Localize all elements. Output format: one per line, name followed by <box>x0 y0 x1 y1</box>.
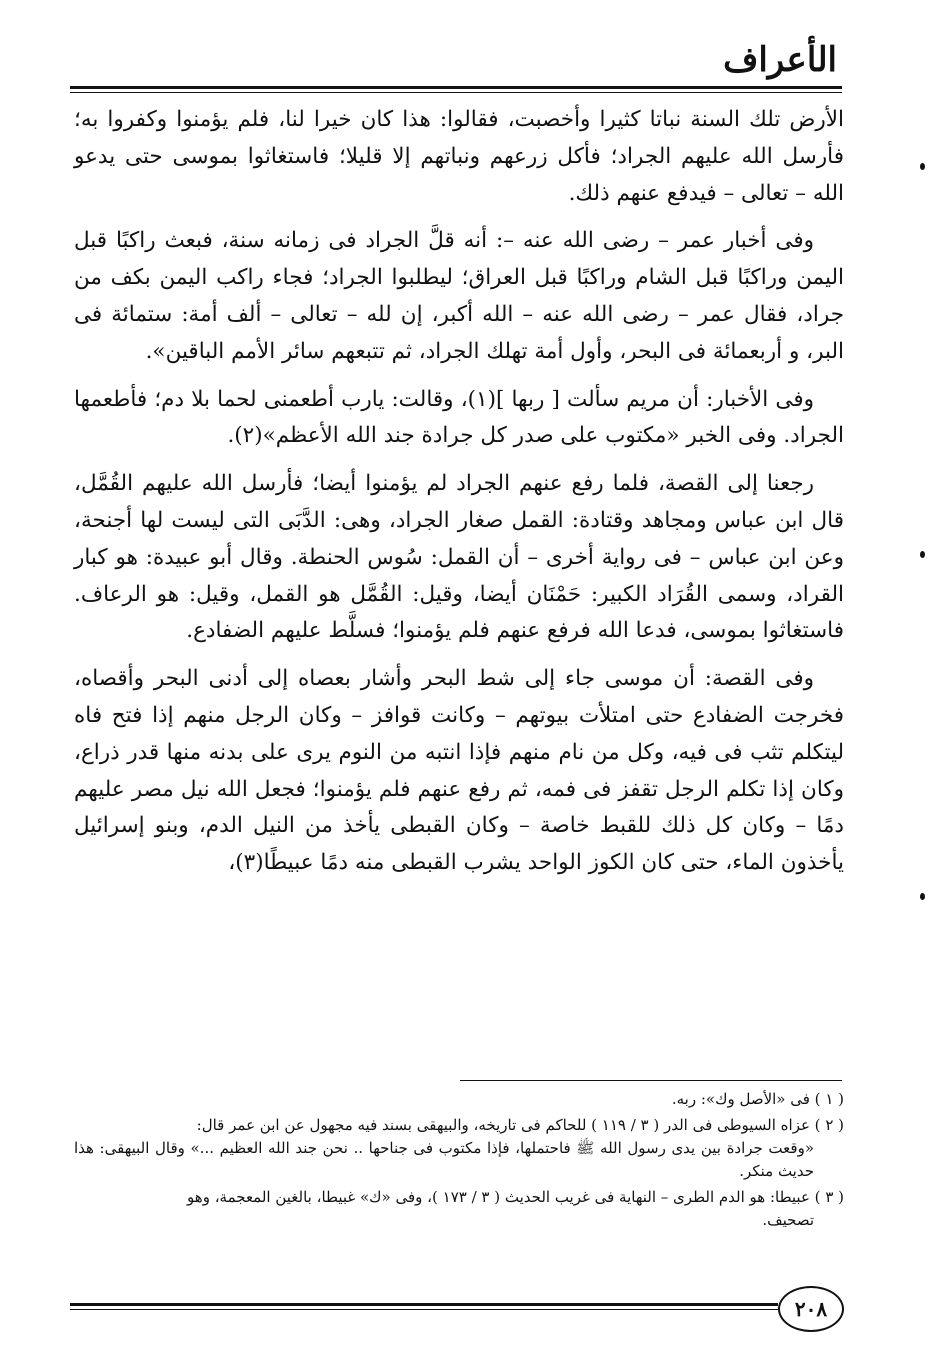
header-rule-thick <box>70 86 842 89</box>
footer-rule-thin <box>70 1309 778 1310</box>
body-text <box>74 102 844 893</box>
paragraph-4: رجعنا إلى القصة، فلما رفع عنهم الجراد لم يؤمنوا أيضا؛ فأرسل الله عليهم القُمَّل، قال ابن عباس ومجاهد وقتادة: القمل صغار الجراد، وهى: الدَّبَى التى ليست لها أجنحة، وعن ابن عباس – فى رواية أخرى – أن القمل: سُوس الحنطة. وقال أبو عبيدة: هو كبار القراد، وسمى القُرَاد الكبير: حَمْنَان أيضا، وقيل: القُمَّل هو القمل، وقيل: هو الرعاف. فاستغاثوا بموسى، فدعا الله فرفع عنهم فلم يؤمنوا؛ فسلَّط عليهم الضفادع. <box>74 471 844 644</box>
scan-dot <box>920 551 925 558</box>
footnote-2-text: ( ٢ ) عزاه السيوطى فى الدر ( ٣ / ١١٩ ) للحاكم فى تاريخه، والبيهقى بسند فيه مجهول عن ابن عمر قال: <box>196 1116 844 1134</box>
paragraph-2: وفى أخبار عمر – رضى الله عنه –: أنه قلَّ الجراد فى زمانه سنة، فبعث راكبًا قبل اليمن وراكبًا قبل الشام وراكبًا قبل العراق؛ ليطلبوا الجراد؛ فجاء راكب اليمن بكف من جراد، فقال عمر – رضى الله عنه – الله أكبر، إن لله – تعالى – ألف أمة: ستمائة فى البر، و أربعمائة فى البحر، وأول أمة تهلك الجراد، ثم تتبعهم سائر الأمم الباقين». <box>74 228 844 364</box>
page-number: ٢٠٨ <box>778 1286 844 1332</box>
scan-dot <box>920 893 925 900</box>
scan-dot <box>920 163 925 170</box>
footnotes <box>74 1088 844 1235</box>
footnote-3-text: ( ٣ ) عبيطا: هو الدم الطرى – النهاية فى غريب الحديث ( ٣ / ١٧٣ )، وفى «ك» غبيطا، بالغين المعجمة، وهو <box>187 1188 844 1206</box>
footnote-1 <box>74 1088 844 1111</box>
running-head: الأعراف <box>723 40 837 80</box>
footnote-1-text: ( ١ ) فى «الأصل وك»: ربه. <box>671 1090 844 1108</box>
footnote-separator <box>460 1080 842 1081</box>
paragraph-1: الأرض تلك السنة نباتا كثيرا وأخصبت، فقالوا: هذا كان خيرا لنا، فلم يؤمنوا وكفروا به؛ فأرسل الله عليهم الجراد؛ فأكل زرعهم ونباتهم إلا قليلا؛ فاستغاثوا بموسى حتى يدعو الله – تعالى – فيدفع عنهم ذلك. <box>74 107 844 206</box>
footer-rule-thick <box>70 1303 778 1306</box>
footnote-2-continuation: «وقعت جرادة بين يدى رسول الله ﷺ فاحتملها، فإذا مكتوب فى جناحها .. نحن جند الله العظيم ...» وقال البيهقى: هذا حديث منكر. <box>74 1139 814 1180</box>
footnote-3 <box>74 1186 844 1232</box>
header-rule-thin <box>70 92 842 93</box>
paragraph-5: وفى القصة: أن موسى جاء إلى شط البحر وأشار بعصاه إلى أدنى البحر وأقصاه، فخرجت الضفادع حتى امتلأت بيوتهم – وكانت قوافز – وكان الرجل منهم إذا فتح فاه ليتكلم تثب فى فيه، وكل من نام منهم فإذا انتبه من النوم يرى على بدنه منها قدر ذراع، وكان إذا تكلم الرجل تقفز فى فمه، ثم رفع عنهم فلم يؤمنوا؛ فجعل الله نيل مصر عليهم دمًا – وكان كل ذلك للقبط خاصة – وكان القبطى يأخذ من النيل الدم، وبنو إسرائيل يأخذون الماء، حتى كان الكوز الواحد يشرب القبطى منه دمًا عبيطًا(٣)، <box>74 666 844 876</box>
footnote-3-continuation: تصحيف. <box>762 1211 814 1229</box>
paragraph-3: وفى الأخبار: أن مريم سألت [ ربها ](١)، وقالت: يارب أطعمنى لحما بلا دم؛ فأطعمها الجراد. وفى الخبر «مكتوب على صدر كل جرادة جند الله الأعظم»(٢). <box>74 386 844 449</box>
footnote-2 <box>74 1114 844 1183</box>
